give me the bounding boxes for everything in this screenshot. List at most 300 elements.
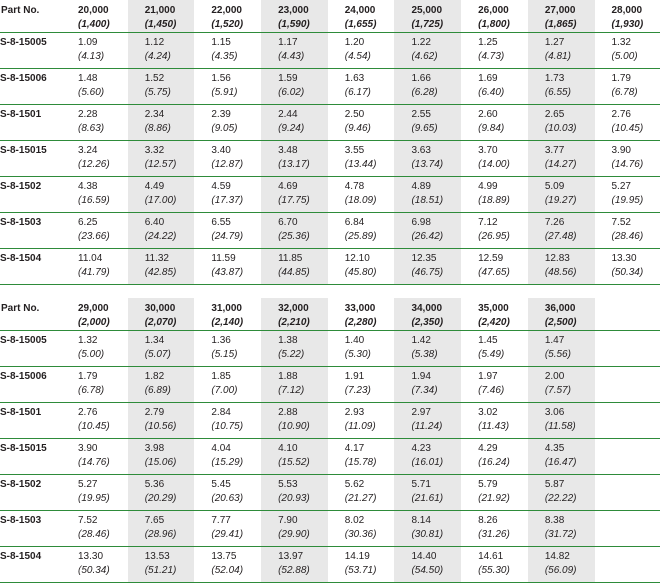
value-metric: (25.89) — [344, 231, 377, 242]
value-cell — [194, 403, 261, 439]
value-cell — [595, 141, 660, 177]
capacity-column-header — [261, 0, 328, 33]
value-metric: (41.79) — [78, 267, 110, 278]
value-cell — [261, 439, 328, 475]
empty-cell — [595, 547, 660, 583]
value-metric: (22.22) — [544, 493, 577, 504]
value-cell — [194, 33, 261, 69]
value-metric: (17.37) — [211, 195, 244, 206]
value-primary: 1.32 — [78, 335, 98, 346]
value-metric: (9.46) — [344, 123, 371, 134]
value-metric: (7.00) — [211, 385, 238, 396]
value-primary: 3.24 — [78, 145, 98, 156]
value-primary: 4.38 — [78, 181, 98, 192]
value-metric: (18.89) — [478, 195, 510, 206]
value-cell — [394, 69, 461, 105]
value-cell — [61, 475, 128, 511]
value-primary: 4.78 — [344, 181, 365, 192]
value-cell — [261, 331, 328, 367]
value-cell — [128, 475, 195, 511]
value-primary: 1.79 — [78, 371, 98, 382]
part-number: S-8-1504 — [0, 547, 61, 583]
value-cell — [328, 33, 395, 69]
value-cell — [595, 177, 660, 213]
value-cell — [528, 439, 595, 475]
capacity-lbs: 22,000 — [211, 5, 242, 16]
value-primary: 14.19 — [344, 551, 370, 562]
value-primary: 13.30 — [78, 551, 104, 562]
value-primary: 2.55 — [411, 109, 431, 120]
value-primary: 2.76 — [611, 109, 631, 120]
value-cell — [128, 105, 195, 141]
value-cell — [528, 511, 595, 547]
value-metric: (7.23) — [344, 385, 371, 396]
value-cell — [261, 141, 328, 177]
value-primary: 1.82 — [144, 371, 165, 382]
value-cell — [261, 403, 328, 439]
value-metric: (8.63) — [78, 123, 105, 134]
value-cell — [261, 69, 328, 105]
value-cell — [528, 177, 595, 213]
value-cell — [595, 249, 660, 285]
capacity-column-header — [461, 0, 528, 33]
value-primary: 1.27 — [544, 37, 565, 48]
value-cell — [194, 141, 261, 177]
value-metric: (20.63) — [211, 493, 244, 504]
value-cell — [461, 511, 528, 547]
value-cell — [328, 141, 395, 177]
empty-cell — [595, 367, 660, 403]
value-cell — [528, 331, 595, 367]
value-metric: (56.09) — [544, 565, 577, 576]
value-cell — [528, 69, 595, 105]
value-cell — [461, 331, 528, 367]
value-metric: (21.61) — [411, 493, 444, 504]
value-primary: 3.98 — [144, 443, 165, 454]
capacity-lbs: 33,000 — [344, 303, 376, 314]
value-primary: 5.45 — [211, 479, 231, 490]
value-metric: (26.95) — [478, 231, 510, 242]
empty-cell — [595, 475, 660, 511]
value-cell — [61, 511, 128, 547]
value-primary: 12.59 — [478, 253, 504, 264]
value-metric: (4.43) — [278, 51, 305, 62]
capacity-column-header — [261, 298, 328, 331]
value-metric: (6.17) — [344, 87, 371, 98]
value-primary: 1.73 — [544, 73, 565, 84]
value-metric: (14.76) — [78, 457, 110, 468]
value-metric: (17.75) — [278, 195, 310, 206]
value-metric: (21.92) — [478, 493, 510, 504]
value-metric: (29.90) — [278, 529, 310, 540]
value-metric: (7.46) — [478, 385, 505, 396]
value-metric: (31.72) — [544, 529, 577, 540]
value-cell — [261, 213, 328, 249]
load-table-1 — [0, 0, 660, 285]
empty-cell — [595, 439, 660, 475]
value-primary: 4.59 — [211, 181, 231, 192]
value-metric: (52.88) — [278, 565, 310, 576]
value-metric: (44.85) — [278, 267, 310, 278]
table-row — [0, 331, 660, 367]
value-primary: 1.52 — [144, 73, 165, 84]
value-metric: (16.24) — [478, 457, 510, 468]
part-number: S-8-1503 — [0, 213, 61, 249]
value-metric: (4.62) — [411, 51, 438, 62]
table-row — [0, 439, 660, 475]
value-cell — [595, 213, 660, 249]
value-metric: (28.46) — [611, 231, 644, 242]
value-primary: 1.38 — [278, 335, 298, 346]
capacity-lbs: 28,000 — [611, 5, 643, 16]
header-row — [0, 298, 660, 331]
value-metric: (10.90) — [278, 421, 310, 432]
value-metric: (20.93) — [278, 493, 310, 504]
value-metric: (47.65) — [478, 267, 510, 278]
capacity-kg: (1,450) — [144, 19, 177, 30]
value-metric: (42.85) — [144, 267, 177, 278]
value-metric: (15.29) — [211, 457, 244, 468]
value-metric: (5.49) — [478, 349, 505, 360]
value-metric: (4.24) — [144, 51, 171, 62]
value-cell — [128, 141, 195, 177]
value-primary: 5.62 — [344, 479, 365, 490]
value-primary: 4.29 — [478, 443, 498, 454]
capacity-lbs: 27,000 — [544, 5, 576, 16]
capacity-lbs: 32,000 — [278, 303, 309, 314]
part-number: S-8-1502 — [0, 177, 61, 213]
table-row — [0, 511, 660, 547]
table-row — [0, 105, 660, 141]
value-primary: 7.90 — [278, 515, 298, 526]
value-metric: (5.15) — [211, 349, 238, 360]
value-primary: 7.52 — [611, 217, 631, 228]
value-cell — [394, 475, 461, 511]
value-cell — [128, 403, 195, 439]
part-number: S-8-1502 — [0, 475, 61, 511]
value-cell — [328, 213, 395, 249]
value-primary: 1.88 — [278, 371, 298, 382]
value-cell — [128, 213, 195, 249]
value-cell — [61, 367, 128, 403]
table-row — [0, 547, 660, 583]
value-metric: (6.78) — [78, 385, 105, 396]
value-primary: 4.69 — [278, 181, 298, 192]
part-number: S-8-1503 — [0, 511, 61, 547]
value-primary: 13.75 — [211, 551, 237, 562]
value-primary: 1.25 — [478, 37, 498, 48]
table-row — [0, 475, 660, 511]
value-primary: 2.79 — [144, 407, 165, 418]
value-metric: (6.02) — [278, 87, 305, 98]
capacity-column-header — [194, 0, 261, 33]
value-primary: 11.04 — [78, 253, 103, 264]
value-cell — [261, 511, 328, 547]
value-cell — [394, 439, 461, 475]
capacity-column-header — [194, 298, 261, 331]
value-primary: 3.02 — [478, 407, 498, 418]
value-cell — [128, 33, 195, 69]
value-cell — [328, 331, 395, 367]
value-primary: 1.32 — [611, 37, 631, 48]
header-row — [0, 0, 660, 33]
value-primary: 1.66 — [411, 73, 431, 84]
value-primary: 8.38 — [544, 515, 565, 526]
value-metric: (4.81) — [544, 51, 571, 62]
capacity-kg: (2,500) — [544, 317, 577, 328]
value-metric: (13.74) — [411, 159, 444, 170]
value-metric: (10.45) — [611, 123, 644, 134]
value-primary: 1.40 — [344, 335, 365, 346]
value-cell — [461, 547, 528, 583]
value-primary: 7.65 — [144, 515, 165, 526]
value-metric: (10.03) — [544, 123, 577, 134]
value-metric: (30.81) — [411, 529, 444, 540]
capacity-kg: (2,210) — [278, 317, 310, 328]
value-primary: 2.76 — [78, 407, 98, 418]
value-metric: (19.27) — [544, 195, 577, 206]
value-cell — [528, 403, 595, 439]
value-metric: (23.66) — [78, 231, 110, 242]
value-metric: (24.79) — [211, 231, 244, 242]
value-metric: (11.58) — [544, 421, 576, 432]
value-primary: 1.36 — [211, 335, 231, 346]
part-number: S-8-15006 — [0, 367, 61, 403]
value-cell — [394, 403, 461, 439]
value-metric: (5.22) — [278, 349, 305, 360]
value-metric: (9.24) — [278, 123, 305, 134]
value-primary: 6.84 — [344, 217, 365, 228]
capacity-column-header — [528, 298, 595, 331]
value-primary: 4.10 — [278, 443, 298, 454]
value-primary: 11.32 — [144, 253, 169, 264]
value-metric: (9.84) — [478, 123, 505, 134]
value-metric: (20.29) — [144, 493, 177, 504]
value-primary: 6.40 — [144, 217, 165, 228]
value-primary: 6.98 — [411, 217, 431, 228]
value-cell — [194, 105, 261, 141]
value-primary: 1.94 — [411, 371, 431, 382]
value-metric: (50.34) — [611, 267, 644, 278]
value-metric: (19.95) — [611, 195, 644, 206]
value-cell — [61, 547, 128, 583]
value-metric: (7.57) — [544, 385, 571, 396]
value-cell — [261, 249, 328, 285]
value-cell — [461, 367, 528, 403]
value-metric: (15.52) — [278, 457, 310, 468]
part-number: S-8-1501 — [0, 105, 61, 141]
value-primary: 1.79 — [611, 73, 631, 84]
value-cell — [394, 511, 461, 547]
value-primary: 2.65 — [544, 109, 565, 120]
part-number: S-8-15005 — [0, 331, 61, 367]
value-cell — [128, 367, 195, 403]
value-primary: 1.85 — [211, 371, 231, 382]
value-cell — [394, 213, 461, 249]
value-primary: 13.30 — [611, 253, 637, 264]
value-metric: (5.91) — [211, 87, 238, 98]
value-primary: 5.71 — [411, 479, 431, 490]
value-primary: 1.48 — [78, 73, 98, 84]
value-metric: (14.76) — [611, 159, 644, 170]
value-cell — [61, 105, 128, 141]
value-metric: (43.87) — [211, 267, 244, 278]
value-cell — [328, 105, 395, 141]
value-metric: (6.89) — [144, 385, 171, 396]
value-cell — [61, 33, 128, 69]
value-primary: 2.34 — [144, 109, 165, 120]
capacity-kg: (2,070) — [144, 317, 177, 328]
value-cell — [194, 249, 261, 285]
value-primary: 3.70 — [478, 145, 498, 156]
value-primary: 5.79 — [478, 479, 498, 490]
value-cell — [261, 367, 328, 403]
value-primary: 1.42 — [411, 335, 431, 346]
value-primary: 12.83 — [544, 253, 570, 264]
value-metric: (5.75) — [144, 87, 171, 98]
value-metric: (5.38) — [411, 349, 438, 360]
value-cell — [528, 213, 595, 249]
value-cell — [61, 141, 128, 177]
capacity-kg: (2,280) — [344, 317, 377, 328]
capacity-kg: (1,655) — [344, 19, 377, 30]
value-metric: (48.56) — [544, 267, 577, 278]
value-cell — [595, 69, 660, 105]
value-primary: 4.49 — [144, 181, 165, 192]
value-cell — [461, 439, 528, 475]
value-primary: 1.47 — [544, 335, 565, 346]
value-primary: 1.12 — [144, 37, 165, 48]
capacity-kg: (1,400) — [78, 19, 110, 30]
value-metric: (12.87) — [211, 159, 244, 170]
value-cell — [328, 69, 395, 105]
value-metric: (26.42) — [411, 231, 444, 242]
value-cell — [461, 141, 528, 177]
value-metric: (24.22) — [144, 231, 177, 242]
value-metric: (29.41) — [211, 529, 244, 540]
capacity-column-header — [328, 298, 395, 331]
value-cell — [128, 331, 195, 367]
value-metric: (5.00) — [78, 349, 105, 360]
value-primary: 3.63 — [411, 145, 431, 156]
capacity-column-header — [61, 298, 128, 331]
value-primary: 12.35 — [411, 253, 437, 264]
value-cell — [194, 331, 261, 367]
value-metric: (5.30) — [344, 349, 371, 360]
value-metric: (14.27) — [544, 159, 577, 170]
value-primary: 11.59 — [211, 253, 236, 264]
value-primary: 8.26 — [478, 515, 498, 526]
capacity-lbs: 36,000 — [544, 303, 576, 314]
value-cell — [461, 403, 528, 439]
value-cell — [194, 367, 261, 403]
part-number: S-8-15006 — [0, 69, 61, 105]
value-metric: (8.86) — [144, 123, 171, 134]
value-metric: (14.00) — [478, 159, 510, 170]
value-cell — [328, 547, 395, 583]
capacity-column-header — [528, 0, 595, 33]
value-metric: (11.09) — [344, 421, 376, 432]
capacity-kg: (1,865) — [544, 19, 577, 30]
value-metric: (18.51) — [411, 195, 444, 206]
table-row — [0, 141, 660, 177]
value-cell — [528, 475, 595, 511]
value-metric: (51.21) — [144, 565, 177, 576]
value-primary: 5.87 — [544, 479, 565, 490]
value-primary: 13.53 — [144, 551, 170, 562]
load-table-2 — [0, 298, 660, 583]
value-primary: 14.82 — [544, 551, 570, 562]
value-cell — [194, 177, 261, 213]
value-cell — [528, 141, 595, 177]
value-primary: 1.20 — [344, 37, 365, 48]
capacity-column-header — [128, 0, 195, 33]
capacity-lbs: 26,000 — [478, 5, 509, 16]
part-number: S-8-1504 — [0, 249, 61, 285]
value-cell — [61, 249, 128, 285]
value-primary: 2.00 — [544, 371, 565, 382]
value-metric: (9.65) — [411, 123, 438, 134]
value-primary: 2.60 — [478, 109, 498, 120]
value-cell — [194, 475, 261, 511]
value-metric: (5.07) — [144, 349, 171, 360]
capacity-lbs: 35,000 — [478, 303, 509, 314]
value-cell — [194, 213, 261, 249]
value-cell — [528, 249, 595, 285]
value-metric: (4.13) — [78, 51, 105, 62]
value-cell — [394, 547, 461, 583]
part-number-header: Part No. — [0, 298, 61, 331]
value-cell — [528, 367, 595, 403]
value-metric: (5.56) — [544, 349, 571, 360]
value-primary: 4.35 — [544, 443, 565, 454]
value-primary: 2.84 — [211, 407, 231, 418]
value-primary: 3.32 — [144, 145, 165, 156]
value-metric: (15.06) — [144, 457, 177, 468]
value-primary: 13.97 — [278, 551, 304, 562]
capacity-lbs: 24,000 — [344, 5, 376, 16]
value-cell — [328, 177, 395, 213]
value-metric: (30.36) — [344, 529, 377, 540]
value-metric: (7.34) — [411, 385, 438, 396]
part-number: S-8-1501 — [0, 403, 61, 439]
value-primary: 2.88 — [278, 407, 298, 418]
value-cell — [328, 439, 395, 475]
value-cell — [328, 475, 395, 511]
value-cell — [128, 177, 195, 213]
value-metric: (10.45) — [78, 421, 110, 432]
value-metric: (15.78) — [344, 457, 377, 468]
capacity-kg: (2,350) — [411, 317, 444, 328]
value-primary: 1.22 — [411, 37, 431, 48]
value-primary: 1.34 — [144, 335, 165, 346]
value-metric: (16.59) — [78, 195, 110, 206]
value-cell — [261, 475, 328, 511]
value-metric: (27.48) — [544, 231, 577, 242]
capacity-lbs: 30,000 — [144, 303, 176, 314]
value-metric: (11.24) — [411, 421, 443, 432]
value-cell — [328, 249, 395, 285]
table-row — [0, 177, 660, 213]
value-cell — [528, 33, 595, 69]
value-cell — [461, 105, 528, 141]
value-metric: (6.55) — [544, 87, 571, 98]
value-metric: (16.01) — [411, 457, 444, 468]
value-primary: 3.90 — [78, 443, 98, 454]
value-cell — [595, 33, 660, 69]
value-metric: (4.54) — [344, 51, 371, 62]
value-metric: (10.75) — [211, 421, 244, 432]
